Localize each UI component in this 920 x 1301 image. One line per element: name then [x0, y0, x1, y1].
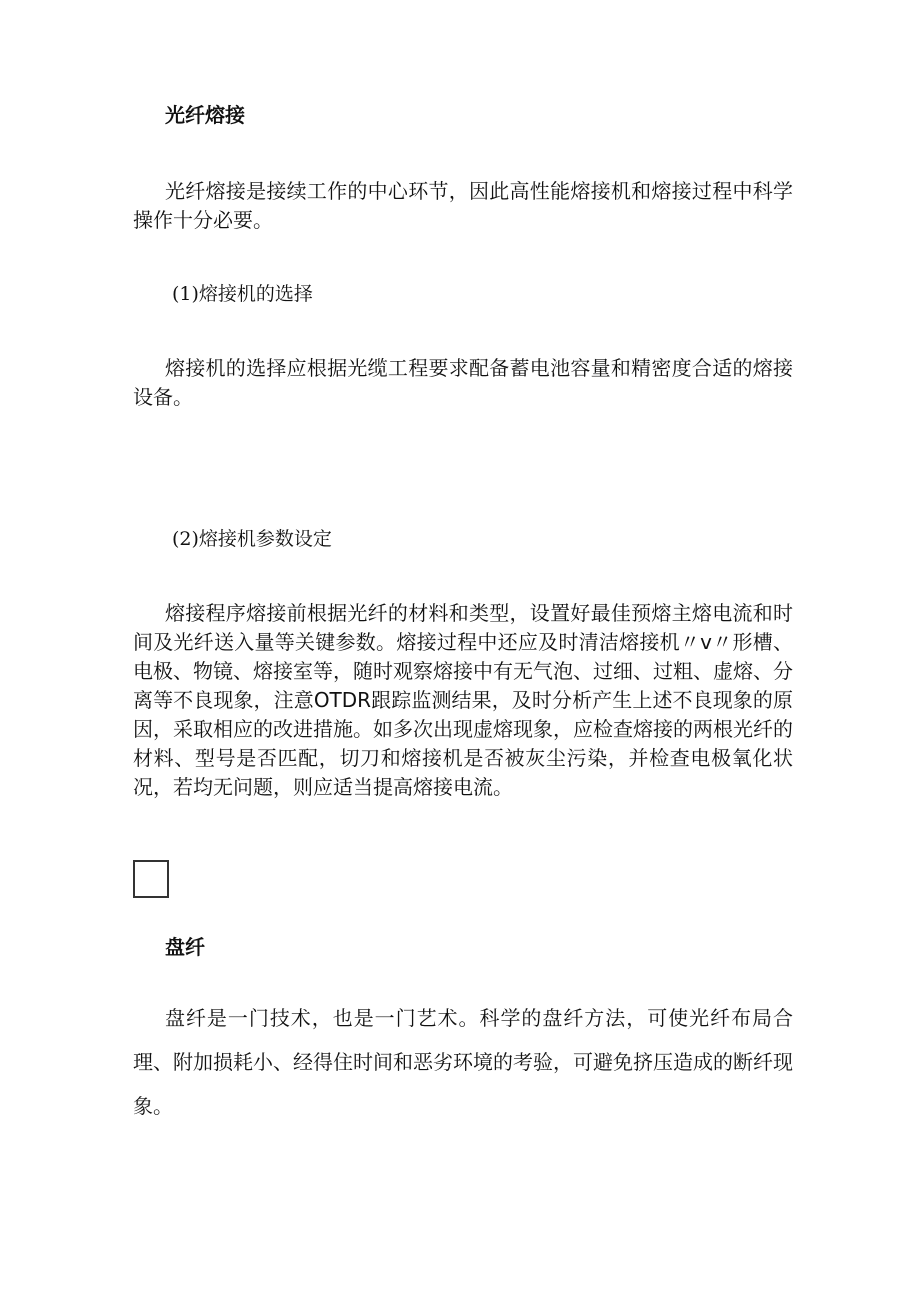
fiber-coiling-paragraph: 盘纤是一门技术，也是一门艺术。科学的盘纤方法，可使光纤布局合理、附加损耗小、经得住时间和恶劣环境的考验，可避免挤压造成的断纤现象。 — [133, 1006, 793, 1118]
subheading-splicer-selection: (1)熔接机的选择 — [172, 283, 313, 305]
subheading-splicer-parameters: (2)熔接机参数设定 — [172, 528, 332, 550]
splicer-parameters-paragraph: 熔接程序熔接前根据光纤的材料和类型，设置好最佳预熔主熔电流和时间及光纤送入量等关键参数。熔接过程中还应及时清洁熔接机〃v〃形槽、电极、物镜、熔接室等，随时观察熔接中有无气泡、过细、过粗、虚熔、分离等不良现象，注意OTDR跟踪监测结果，及时分析产生上述不良现象的原因，采取相应的改进措施。如多次出现虚熔现象，应检查熔接的两根光纤的材料、型号是否匹配，切刀和熔接机是否被灰尘污染，并检查电极氧化状况，若均无问题，则应适当提高熔接电流。 — [133, 601, 793, 799]
section-title-fiber-coiling: 盘纤 — [165, 935, 205, 959]
section-title-fiber-splicing: 光纤熔接 — [165, 103, 245, 127]
intro-paragraph: 光纤熔接是接续工作的中心环节，因此高性能熔接机和熔接过程中科学操作十分必要。 — [133, 179, 793, 232]
checkbox-icon — [133, 860, 169, 898]
splicer-selection-paragraph: 熔接机的选择应根据光缆工程要求配备蓄电池容量和精密度合适的熔接设备。 — [133, 356, 793, 409]
